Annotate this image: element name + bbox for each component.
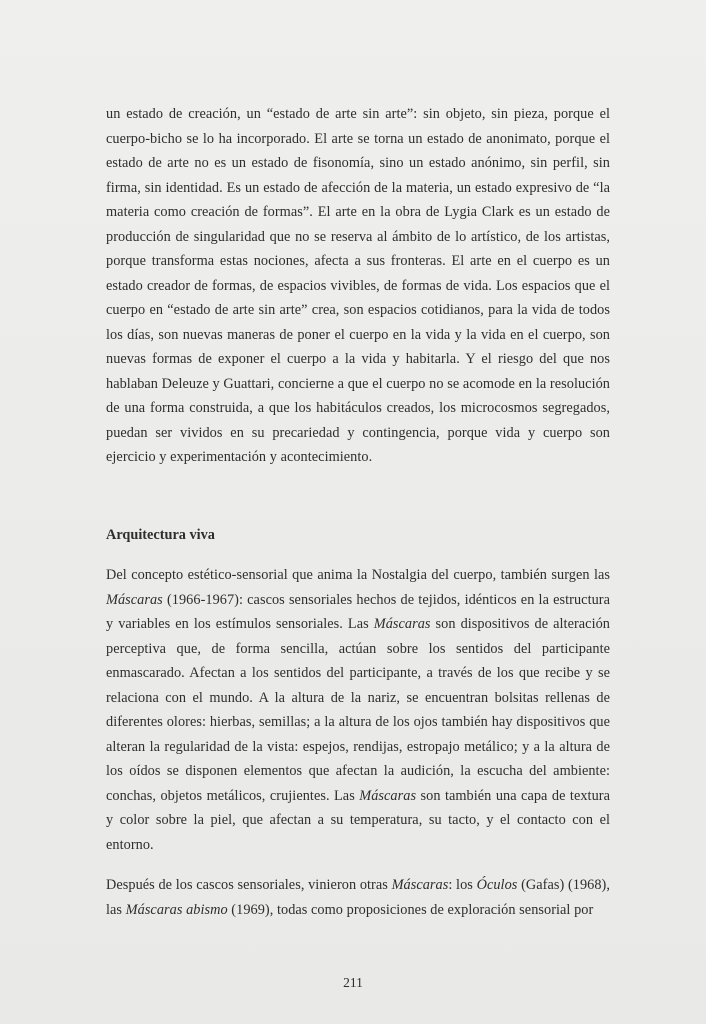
text-run: son también una capa de textura y color sobre la piel, que afectan a su temperatura, su tacto, y el contacto con el entorno. (106, 787, 610, 853)
italic-title: Óculos (476, 877, 518, 893)
text-run: (1966-1967): cascos sensoriales hechos de tejidos, idénticos en la estructura y variables en los estímulos sensoriales. Las (106, 591, 610, 632)
paragraph-text (106, 563, 610, 857)
italic-title: Máscaras abismo (125, 901, 228, 918)
paragraph-mascaras (106, 563, 610, 857)
italic-title: Máscaras (391, 877, 449, 893)
paragraph-text (106, 873, 610, 922)
text-run: (Gafas) (1968), las (106, 877, 610, 918)
italic-title: Máscaras (359, 787, 417, 804)
paragraph-continuation (106, 102, 610, 470)
section-heading: Arquitectura viva (106, 527, 215, 543)
text-run: Después de los cascos sensoriales, vinieron otras (106, 877, 392, 893)
page-number: 211 (343, 975, 363, 990)
paragraph-text: un estado de creación, un “estado de arte sin arte”: sin objeto, sin pieza, porque el cuerpo-bicho se lo ha incorporado. El arte se torna un estado de anonimato, porque el estado de arte no es un estado de fisonomía, sino un estado anónimo, sin perfil, sin firma, sin identidad. Es un estado de afección de la materia, un estado expresivo de “la materia como creación de formas”. El arte en la obra de Lygia Clark es un estado de producción de singularidad que no se reserva al ámbito de lo artístico, de los artistas, porque transforma estas nociones, afecta a sus fronteras. El arte en el cuerpo es un estado creador de formas, de espacios vivibles, de formas de vida. Los espacios que el cuerpo en “estado de arte sin arte” crea, son espacios cotidianos, para la vida de todos los días, son nuevas maneras de poner el cuerpo en la vida y la vida en el cuerpo, son nuevas formas de exponer el cuerpo a la vida y habitarla. Y el riesgo del que nos hablaban Deleuze y Guattari, concierne a que el cuerpo no se acomode en la resolución de una forma construida, a que los habitáculos creados, los microcosmos segregados, puedan ser vividos en su precariedad y contingencia, porque vida y cuerpo son ejercicio y experimentación y acontecimiento. (106, 106, 610, 465)
italic-title: Máscaras (106, 591, 163, 608)
text-run: son dispositivos de alteración perceptiva que, de forma sencilla, actúan sobre los sentidos del participante enmascarado. Afectan a los sentidos del participante, a través de los que recibe y se relaciona con el mundo. A la altura de la nariz, se encuentran bolsitas rellenas de diferentes olores: hierbas, semillas; a la altura de los ojos también hay dispositivos que alteran la regularidad de la vista: espejos, rendijas, estropajo metálico; y a la altura de los oídos se disponen elementos que afectan la audición, la escucha del ambiente: conchas, objetos metálicos, crujientes. Las (106, 616, 610, 804)
text-run: : los (448, 877, 477, 893)
text-run: (1969), todas como proposiciones de exploración sensorial por (227, 901, 594, 918)
italic-title: Máscaras (373, 616, 431, 632)
text-run: Del concepto estético-sensorial que anima la Nostalgia del cuerpo, también surgen las (106, 567, 610, 583)
paragraph-oculos (106, 873, 610, 922)
